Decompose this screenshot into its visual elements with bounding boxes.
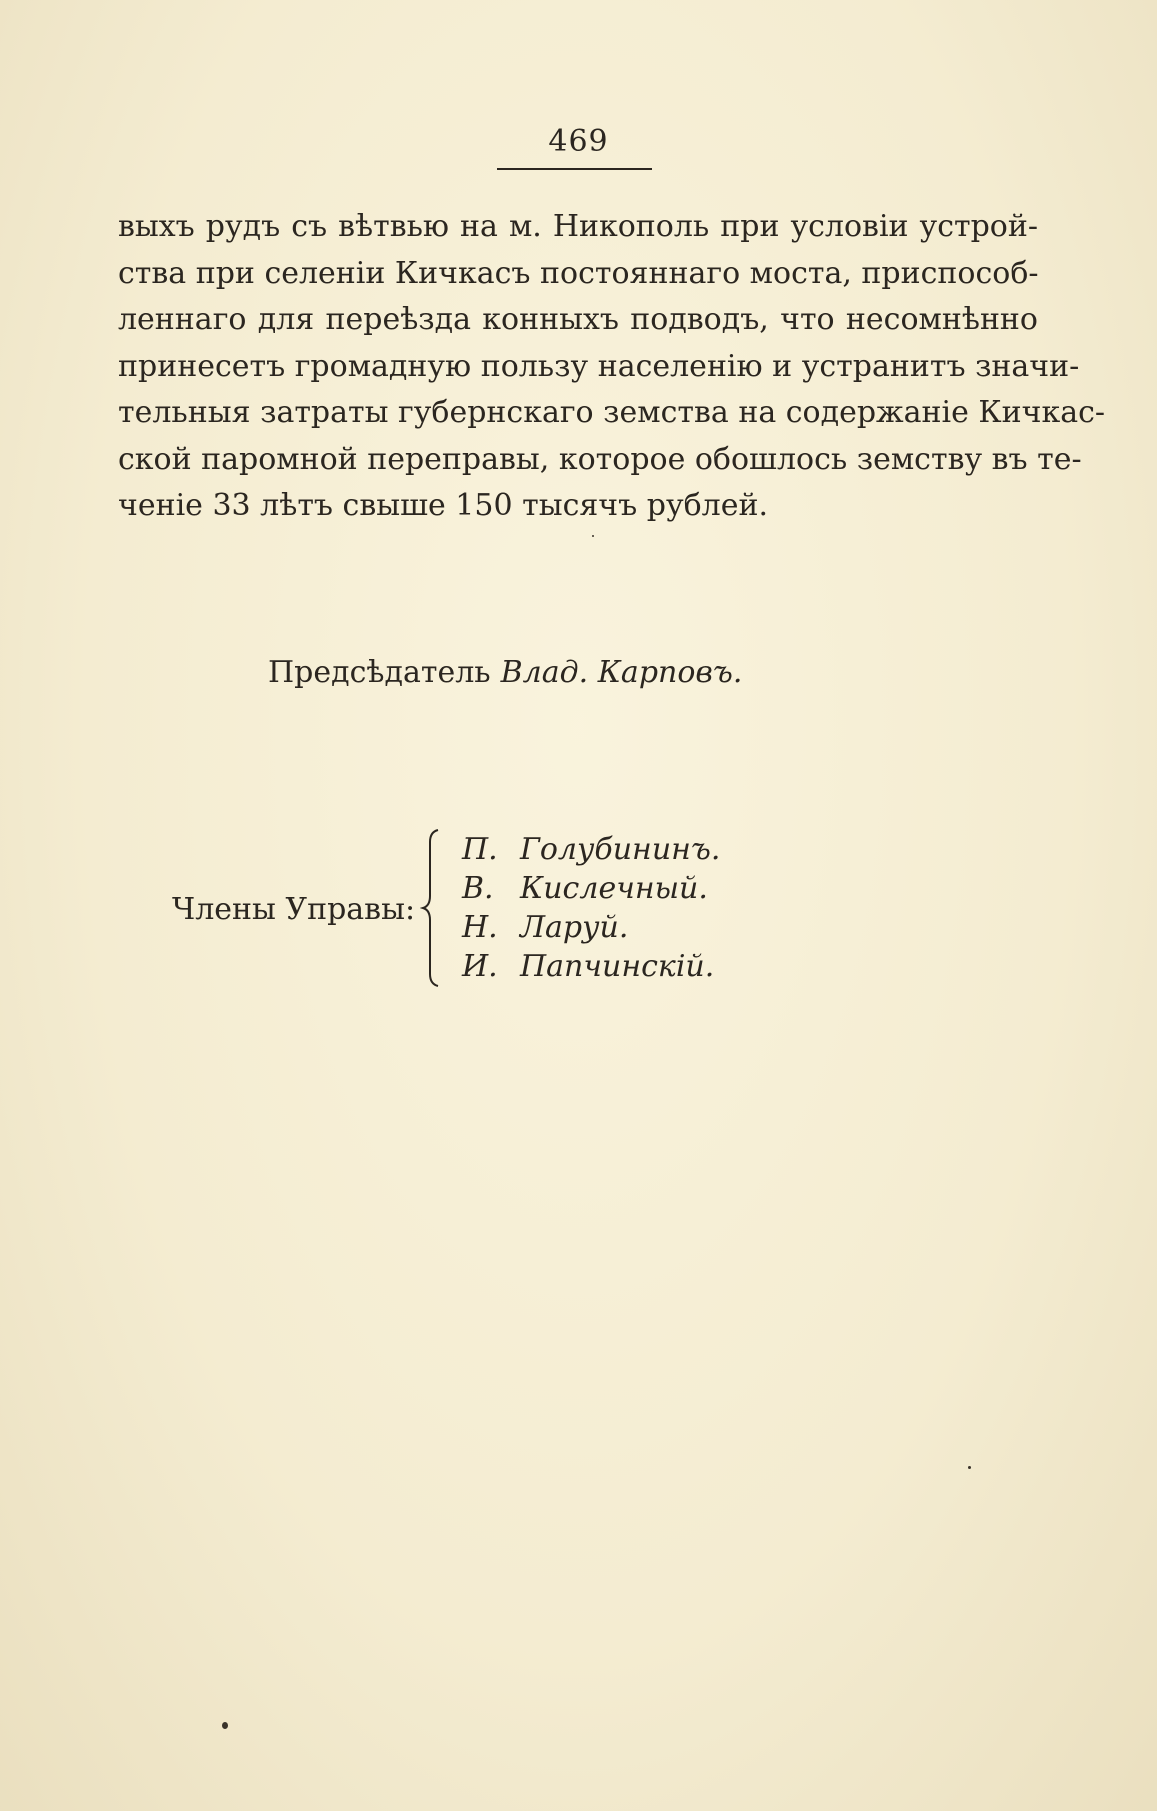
page-number-rule bbox=[497, 168, 652, 170]
member-surname: Голубининъ. bbox=[520, 832, 721, 867]
member-entry bbox=[462, 869, 720, 908]
paper-speck bbox=[968, 1466, 971, 1469]
member-surname: Папчинскій. bbox=[520, 949, 715, 984]
chairman-title: Предсѣдатель bbox=[268, 655, 491, 690]
member-surname: Кислечный. bbox=[520, 871, 708, 906]
chairman-signature bbox=[268, 655, 742, 690]
body-line: леннаго для переѣзда конныхъ подводъ, что несомнѣнно bbox=[118, 302, 1038, 337]
chairman-name: Влад. Карповъ. bbox=[500, 655, 743, 690]
members-label: Члены Управы: bbox=[172, 892, 416, 927]
member-entry bbox=[462, 830, 720, 869]
body-line: принесетъ громадную пользу населенію и устранитъ значи- bbox=[118, 348, 1080, 384]
member-initial: Н. bbox=[462, 910, 498, 945]
member-initial: И. bbox=[462, 949, 498, 984]
page-number: 469 bbox=[548, 124, 609, 159]
member-initial: В. bbox=[462, 871, 494, 906]
body-line: ства при селеніи Кичкасъ постояннаго моста, приспособ- bbox=[118, 255, 1039, 291]
member-surname: Ларуй. bbox=[520, 910, 629, 945]
body-line: тельныя затраты губернскаго земства на содержаніе Кичкас- bbox=[118, 395, 1106, 430]
member-initial: П. bbox=[462, 832, 498, 867]
member-entry bbox=[462, 908, 720, 947]
paper-speck bbox=[592, 535, 594, 537]
members-list bbox=[462, 830, 720, 986]
body-line: ченіе 33 лѣтъ свыше 150 тысячъ рублей. bbox=[118, 488, 769, 523]
member-entry bbox=[462, 947, 720, 986]
curly-brace-icon bbox=[420, 828, 444, 988]
body-paragraph bbox=[118, 204, 1106, 530]
body-line: выхъ рудъ съ вѣтвью на м. Никополь при условіи устрой- bbox=[118, 209, 1038, 244]
body-line: ской паромной переправы, которое обошлось земству въ те- bbox=[118, 441, 1082, 477]
paper-speck bbox=[222, 1722, 228, 1729]
